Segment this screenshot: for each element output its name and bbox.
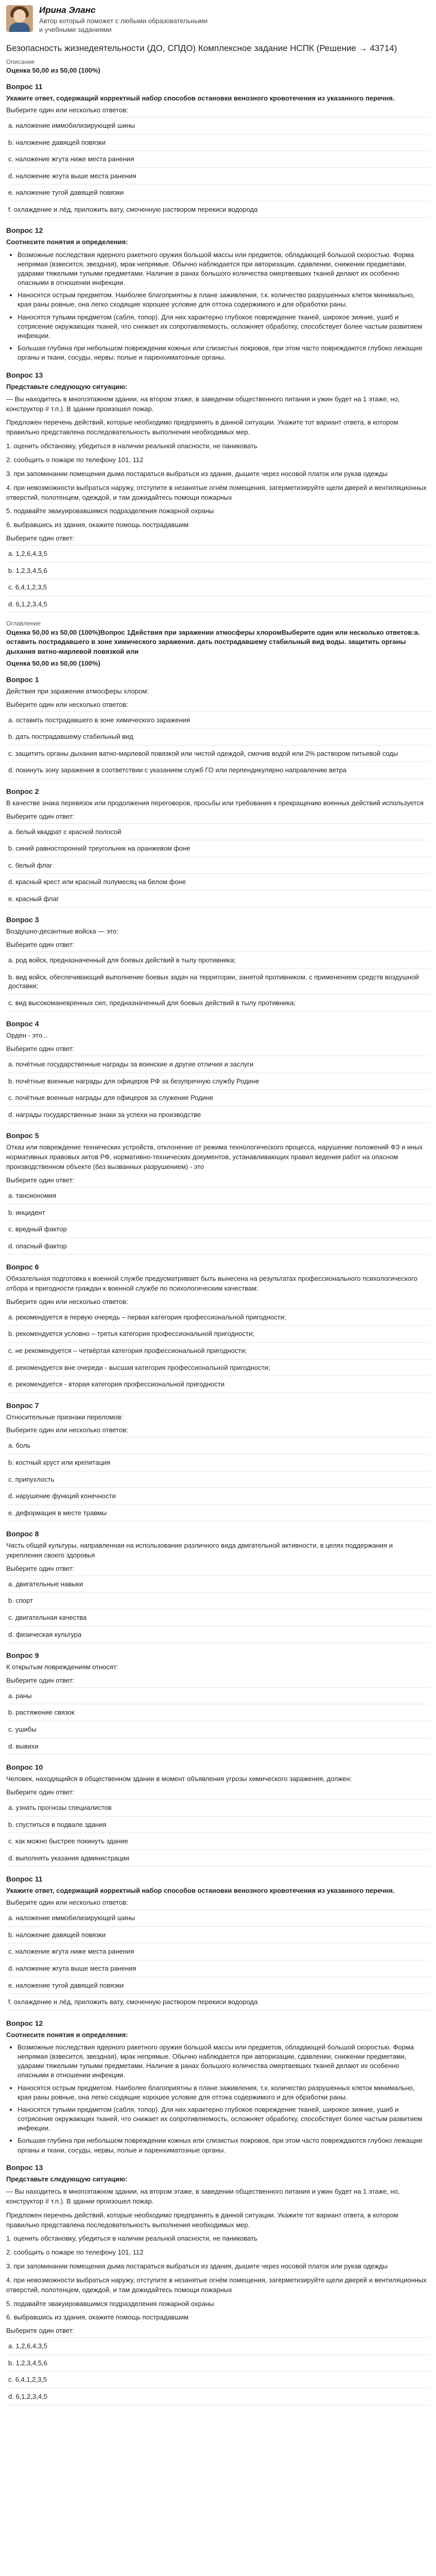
question-13b-body xyxy=(6,2187,430,2323)
question-7-title: Вопрос 7 xyxy=(6,1401,39,1410)
option: b. синий равносторонний треугольник на оранжевом фоне xyxy=(6,840,430,857)
question-5-title: Вопрос 5 xyxy=(6,1131,39,1140)
definition-item: • Наносятся острым предметом. Наиболее благоприятны в плане заживления, т.к. количество разрушенных клеток минимально, края раны ровные, она легко сходящие хорошее условие для оттока содержимого и для обработки раны. xyxy=(18,2083,430,2102)
option: c. припухлость xyxy=(6,1471,430,1488)
question-11b-hint: Выберите один или несколько ответов: xyxy=(6,1899,128,1907)
definition-item: • Возможные последствия ядерного ракетного оружия большой массы или предметов, обладающей большой скоростью. Форма непрямая (взвесится, звездная), мрак непрямые. Обычно наблюдается при авторизации, сдавлении, снижении предметами, ударами тяжелыми тупыми предметами. Наличие в ранах большого количества омертвевших тканей делают их особенно опасными в отношении инфекции. xyxy=(18,2043,430,2080)
option: b. костный хруст или крепитация xyxy=(6,1454,430,1471)
definition-item: • Большая глубина при небольшом повреждении кожных или слизистых покровов, при этом часто повреждаются глубоко лежащие органы и ткани, сосуды, нервы, полые и паренхиматозные органы. xyxy=(18,344,430,362)
question-12-title: Вопрос 12 xyxy=(6,226,43,235)
option: b. почётные военные награды для офицеров РФ за безупречную службу Родине xyxy=(6,1073,430,1090)
question-1-hint: Выберите один или несколько ответов: xyxy=(6,700,128,708)
question-10-hint: Выберите один ответ: xyxy=(6,1788,75,1796)
option: d. наложение жгута выше места ранения xyxy=(6,1960,430,1977)
definition-item: • Наносятся тупыми предметом (сабля, топор). Для них характерно глубокое повреждение тканей, широкое зияние, ушиб и сотрясение окружающих тканей, что снижает их сопротивляемость, осложняет обработку, способствует более частым развитием инфекции. xyxy=(18,313,430,341)
question-5-options xyxy=(6,1187,430,1255)
paragraph: 2. сообщить о пожаре по телефону 101, 112 xyxy=(6,2248,144,2257)
paragraph: — Вы находитесь в многоэтажном здании, на втором этаже, в заведении общественного питания и ужин будет на 1 этаже, но, конструктор # т.п.). В здании произошел пожар. xyxy=(6,2188,400,2205)
question-7-text: Относительные признаки переломов: xyxy=(6,1413,123,1421)
question-11-title: Вопрос 11 xyxy=(6,82,43,91)
option: d. опасный фактор xyxy=(6,1238,430,1255)
question-6-text: Обязательная подготовка к военной службе предусматривает быть вынесена на результатах профессионального психологического отбора и пригодности граждан к военной службе по психологическим качествам: xyxy=(6,1275,417,1293)
question-13-text: Представьте следующую ситуацию: xyxy=(6,382,128,391)
question-12b-text: Соотнесите понятия и определения: xyxy=(6,2030,128,2039)
paragraph: Предложен перечень действий, которые необходимо предпринять в данной ситуации. Укажите тот вариант ответа, в котором правильно представлена последовательность выполнения необходимых мер. xyxy=(6,418,398,436)
option: e. наложение тугой давящей повязки xyxy=(6,1977,430,1994)
question-4-hint: Выберите один ответ: xyxy=(6,1045,75,1053)
option: d. физическая культура xyxy=(6,1626,430,1643)
option: d. красный крест или красный полумесяц на белом фоне xyxy=(6,874,430,891)
author-info xyxy=(39,5,209,35)
option: c. 6,4,1,2,3,5 xyxy=(6,579,430,596)
option: d. награды государственные знаки за успехи на производстве xyxy=(6,1107,430,1124)
option: c. ушибы xyxy=(6,1721,430,1738)
question-6-hint: Выберите один или несколько ответов: xyxy=(6,1297,128,1306)
question-13b-title: Вопрос 13 xyxy=(6,2163,43,2172)
paragraph: 1. оценить обстановку, убедиться в наличии реальной опасности, не паниковать xyxy=(6,442,257,450)
question-10-options xyxy=(6,1799,430,1867)
option: a. почётные государственные награды за воинские и другие отличия и заслуги xyxy=(6,1056,430,1073)
option: b. инцидент xyxy=(6,1205,430,1222)
question-2-options xyxy=(6,823,430,908)
page-title: Безопасность жизнедеятельности (ДО, СПДО) Комплексное задание НСПК (Решение → 43714) xyxy=(6,43,397,53)
question-12-definitions xyxy=(6,250,430,363)
option: a. рекомендуется в первую очередь – первая категория профессиональной пригодности; xyxy=(6,1309,430,1326)
option: c. вредный фактор xyxy=(6,1221,430,1238)
question-9-options xyxy=(6,1687,430,1755)
question-7-hint: Выберите один или несколько ответов: xyxy=(6,1426,128,1434)
option: c. белый флаг xyxy=(6,857,430,874)
question-11-hint: Выберите один или несколько ответов: xyxy=(6,106,128,114)
option: c. наложение жгута ниже места ранения xyxy=(6,151,430,168)
option: d. рекомендуется вне очереди - высшая категория профессиональной пригодности; xyxy=(6,1360,430,1377)
question-9-text: К открытым повреждениям относят: xyxy=(6,1663,118,1671)
option: b. спуститься в подвале здания xyxy=(6,1817,430,1834)
option: a. наложение иммобилизирующей шины xyxy=(6,117,430,134)
question-7-options xyxy=(6,1437,430,1521)
option: c. как можно быстрее покинуть здание xyxy=(6,1833,430,1850)
option: b. 1,2,3,4,5,6 xyxy=(6,563,430,580)
definition-item: • Возможные последствия ядерного ракетного оружия большой массы или предметов, обладающей большой скоростью. Форма непрямая (взвесится, звездная), мрак непрямые. Обычно наблюдается при авторизации, сдавлении, снижении предметами, ударами тяжелыми тупыми предметами. Наличие в ранах большого количества омертвевших тканей делают их особенно опасными в отношении инфекции. xyxy=(18,250,430,288)
author-avatar[interactable] xyxy=(6,5,33,32)
question-13b-options xyxy=(6,2337,430,2405)
option: c. защитить органы дыхания ватно-марлевой повязкой или чистой одеждой, смочив водой или 2% раствором питьевой соды xyxy=(6,745,430,762)
option: a. 1,2,6,4,3,5 xyxy=(6,545,430,563)
score-line: Оценка 50,00 из 50,00 (100%) xyxy=(6,66,100,74)
option: d. покинуть зону заражения в соответствии с указанием служб ГО или перпендикулярно направлению ветра xyxy=(6,762,430,779)
question-3-text: Воздушно-десантные войска — это: xyxy=(6,927,118,936)
option: a. оставить пострадавшего в зоне химического заражения xyxy=(6,711,430,729)
paragraph: 5. подавайте эвакуировавшимся подразделения пожарной охраны xyxy=(6,2299,214,2308)
paragraph: 3. при запоминании помещения дыма постараться выбраться из здания, дышите через носовой платок или рукав одежды xyxy=(6,469,388,478)
option: a. наложение иммобилизирующей шины xyxy=(6,1909,430,1927)
definition-item: • Наносятся тупыми предметом (сабля, топор). Для них характерно глубокое повреждение тканей, широкое зияние, ушиб и сотрясение окружающих тканей, что снижает их сопротивляемость, осложняет обработку, способствует более частым развитием инфекции. xyxy=(18,2105,430,2133)
paragraph: 5. подавайте эвакуировавшимся подразделения пожарной охраны xyxy=(6,507,214,515)
paragraph: 4. при невозможности выбраться наружу, отступите в незанятые огнём помещения, загерметизируйте щели дверей и вентиляционных отверстий, полотенцем, одеждой, и там дожидайтесь помощи пожарных xyxy=(6,2276,427,2294)
summary-block: Оценка 50,00 из 50,00 (100%)Вопрос 1Действия при заражении атмосферы хлоромВыберите один или несколько ответов:a. оставить пострадавшего в зоне химического заражения. дать пострадавшему стабильный вид воды. защитить органы дыхания ватно-марлевой повязкой или xyxy=(6,629,420,655)
question-4-text: Орден - это... xyxy=(6,1031,48,1040)
question-3-title: Вопрос 3 xyxy=(6,916,39,924)
question-10-title: Вопрос 10 xyxy=(6,1763,43,1772)
question-3-hint: Выберите один ответ: xyxy=(6,941,75,949)
question-4-options xyxy=(6,1056,430,1123)
option: b. растяжение связок xyxy=(6,1704,430,1721)
definition-item: • Наносятся острым предметом. Наиболее благоприятны в плане заживления, т.к. количество разрушенных клеток минимально, края раны ровные, она легко сходящие хорошее условие для оттока содержимого и для обработки раны. xyxy=(18,291,430,309)
question-1-text: Действия при заражении атмосферы хлором: xyxy=(6,687,149,695)
option: c. почётные военные награды для офицеров за служение Родине xyxy=(6,1090,430,1107)
option: a. белый квадрат с красной полосой xyxy=(6,823,430,841)
question-8-hint: Выберите один ответ: xyxy=(6,1564,75,1572)
option: c. наложение жгута ниже места ранения xyxy=(6,1943,430,1960)
question-8-text: Часть общей культуры, направленная на использование различного вида двигательной активности, в целях поддержания и укрепления своего здоровья xyxy=(6,1541,393,1560)
option: b. спорт xyxy=(6,1592,430,1609)
option: a. боль xyxy=(6,1437,430,1454)
question-8-title: Вопрос 8 xyxy=(6,1530,39,1538)
paragraph: 2. сообщить о пожаре по телефону 101, 112 xyxy=(6,456,144,464)
option: c. 6,4,1,2,3,5 xyxy=(6,2371,430,2388)
question-13-hint: Выберите один ответ: xyxy=(6,534,75,543)
author-description: Автор который поможет с любыми образовательными и учебными заданиями xyxy=(39,17,208,33)
option: c. двигательная качества xyxy=(6,1609,430,1626)
question-10-text: Человек, находящийся в общественном здании в момент объявления угрозы химического заражения, должен: xyxy=(6,1775,352,1783)
option: a. двигательные навыки xyxy=(6,1575,430,1593)
question-9-title: Вопрос 9 xyxy=(6,1651,39,1660)
option: b. рекомендуется условно – третья категория профессиональной пригодности; xyxy=(6,1326,430,1343)
option: b. 1,2,3,4,5,6 xyxy=(6,2355,430,2372)
question-12-text: Соотнесите понятия и определения: xyxy=(6,238,128,246)
option: b. вид войск, обеспечивающий выполнение боевых задач на территории, занятой противником, с применением средств воздушной доставки; xyxy=(6,969,430,995)
option: e. рекомендуется - вторая категория профессиональной пригодности xyxy=(6,1376,430,1393)
question-12b-definitions xyxy=(6,2043,430,2155)
option: a. тансиономия xyxy=(6,1187,430,1205)
question-6-title: Вопрос 6 xyxy=(6,1263,39,1272)
question-5-hint: Выберите один ответ: xyxy=(6,1176,75,1184)
option: a. род войск, предназначенный для боевых действий в тылу противника; xyxy=(6,952,430,969)
option: f. охлаждение и лёд, приложить вату, смоченную раствором перекиси водорода xyxy=(6,1994,430,2011)
paragraph: 6. выбравшись из здания, окажите помощь пострадавшим xyxy=(6,2313,189,2321)
option: a. узнать прогнозы специалистов xyxy=(6,1799,430,1817)
option: d. наложение жгута выше места ранения xyxy=(6,168,430,185)
question-13-title: Вопрос 13 xyxy=(6,370,43,379)
question-13b-text: Представьте следующую ситуацию: xyxy=(6,2175,128,2183)
question-11-options xyxy=(6,117,430,218)
question-2-hint: Выберите один ответ: xyxy=(6,812,75,820)
option: e. красный флаг xyxy=(6,891,430,908)
description-label: Описание xyxy=(6,58,35,65)
paragraph: 4. при невозможности выбраться наружу, отступите в незанятые огнём помещения, загерметизируйте щели дверей и вентиляционных отверстий, полотенцем, одеждой, и там дожидайтесь помощи пожарных xyxy=(6,483,427,501)
paragraph: 1. оценить обстановку, убедиться в наличии реальной опасности, не паниковать xyxy=(6,2234,257,2243)
question-2-title: Вопрос 2 xyxy=(6,787,39,795)
question-12b-title: Вопрос 12 xyxy=(6,2019,43,2027)
question-11b-title: Вопрос 11 xyxy=(6,1875,43,1884)
option: a. 1,2,6,4,3,5 xyxy=(6,2337,430,2355)
option: d. 6,1,2,3,4,5 xyxy=(6,596,430,613)
option: d. выполнять указания администрации xyxy=(6,1850,430,1867)
question-5-text: Отказ или повреждение технических устройств, отклонение от режима технологического процесса, нарушение положений ФЗ и иных нормативных правовых актов РФ, нормативно-технических документов, устанавливающих правил ведения работ на опасном производственном объекте (без вызванных разрушением) - это xyxy=(6,1143,423,1171)
option: c. не рекомендуется – четвёртая категория профессиональной пригодности; xyxy=(6,1343,430,1360)
option: b. дать пострадавшему стабильный вид xyxy=(6,728,430,745)
question-11-text: Укажите ответ, содержащий корректный набор способов остановки венозного кровотечения из указанного перечня. xyxy=(6,94,395,102)
question-3-options xyxy=(6,952,430,1011)
option: e. деформация в месте травмы xyxy=(6,1505,430,1522)
question-8-options xyxy=(6,1575,430,1643)
paragraph: 3. при запоминании помещения дыма постараться выбраться из здания, дышите через носовой платок или рукав одежды xyxy=(6,2262,388,2270)
question-6-options xyxy=(6,1309,430,1393)
question-1-title: Вопрос 1 xyxy=(6,675,39,684)
option: b. наложение давящей повязки xyxy=(6,1927,430,1944)
option: d. нарушение функций конечности xyxy=(6,1488,430,1505)
option: b. наложение давящей повязки xyxy=(6,134,430,151)
paragraph: — Вы находитесь в многоэтажном здании, на втором этаже, в заведении общественного питания и ужин будет на 1 этаже, но, конструктор # т.п.). В здании произошел пожар. xyxy=(6,395,400,413)
question-13-body xyxy=(6,395,430,530)
option: d. 6,1,2,3,4,5 xyxy=(6,2388,430,2405)
contents-label: Оглавление xyxy=(6,620,41,628)
question-2-text: В качестве знака перевязок или продолжения переговоров, просьбы или требования к прекращению военных действий используется xyxy=(6,799,424,807)
option: f. охлаждение и лёд, приложить вату, смоченную раствором перекиси водорода xyxy=(6,201,430,218)
paragraph: 6. выбравшись из здания, окажите помощь пострадавшим xyxy=(6,521,189,529)
author-header xyxy=(6,5,430,35)
paragraph: Предложен перечень действий, которые необходимо предпринять в данной ситуации. Укажите тот вариант ответа, в котором правильно представлена последовательность выполнения необходимых мер. xyxy=(6,2211,398,2229)
option: e. наложение тугой давящей повязки xyxy=(6,184,430,201)
author-name[interactable]: Ирина Эланс xyxy=(39,5,96,15)
question-11b-text: Укажите ответ, содержащий корректный набор способов остановки венозного кровотечения из указанного перечня. xyxy=(6,1887,395,1895)
question-4-title: Вопрос 4 xyxy=(6,1020,39,1028)
score-line-2: Оценка 50,00 из 50,00 (100%) xyxy=(6,659,100,667)
question-1-options xyxy=(6,711,430,779)
definition-item: • Большая глубина при небольшом повреждении кожных или слизистых покровов, при этом часто повреждаются глубоко лежащие органы и ткани, сосуды, нервы, полые и паренхиматозные органы. xyxy=(18,2136,430,2155)
option: c. вид высокоманевренных сил, предназначенный для боевых действий в тылу противника; xyxy=(6,995,430,1012)
option: a. раны xyxy=(6,1687,430,1705)
question-13b-hint: Выберите один ответ: xyxy=(6,2327,75,2335)
question-9-hint: Выберите один ответ: xyxy=(6,1676,75,1684)
option: d. вывихи xyxy=(6,1738,430,1755)
question-13-options xyxy=(6,545,430,613)
question-11b-options xyxy=(6,1909,430,2010)
